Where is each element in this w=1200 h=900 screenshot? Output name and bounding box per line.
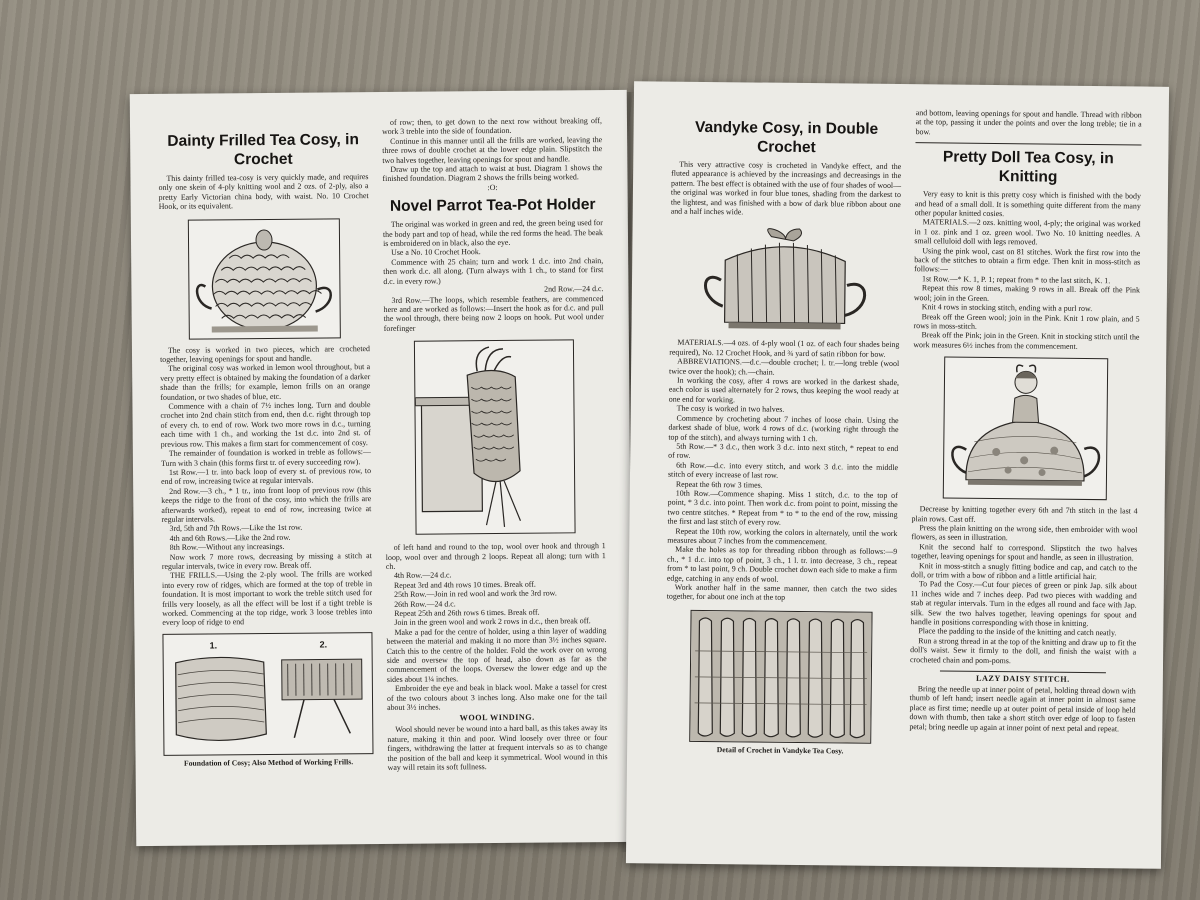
frill-method-diagram bbox=[162, 632, 373, 756]
frilled-para-1: The cosy is worked in two pieces, which are crocheted together, leaving openings for spout and handle. bbox=[160, 343, 370, 364]
parrot-body-6: Repeat 25th and 26th rows 6 times. Break off. bbox=[394, 607, 540, 618]
lazy-daisy-text: Bring the needle up at inner point of petal, holding thread down with thumb of left hand; insert needle again at inner point in almost same place as first time; needle up at outer point of petal inside of loop held down with thumb, then take a short stitch over edge of loop to fasten petal; bring needle up again at inner point of next petal and repeat. bbox=[909, 684, 1136, 733]
doll-para-10: Press the plain knitting on the wrong side, then embroider with wool flowers, as seen in illustration. bbox=[911, 523, 1138, 543]
right-page bbox=[626, 81, 1169, 869]
frilled-cosy-title: Dainty Frilled Tea Cosy, in Crochet bbox=[167, 131, 359, 169]
vandyke-para-3: Commence by crocheting about 7 inches of loose chain. Using the darkest shade of blue, work 4 rows of d.c. (working right through the top of the stitch), and always turning with 1 ch. bbox=[668, 413, 899, 443]
frilled-para-10: Now work 7 more rows, decreasing by missing a stitch at regular intervals, twice in every row. Break off. bbox=[161, 550, 372, 571]
doll-para-5: Repeat this row 8 times, making 9 rows in all. Break off the Pink wool; join in the Green. bbox=[913, 283, 1140, 303]
vandyke-para-8: Repeat the 10th row, working the colors in alternately, until the work measures about 7 inches from the commencement. bbox=[667, 526, 898, 547]
doll-cosy-drawing bbox=[944, 358, 1107, 500]
doll-para-13: To Pad the Cosy.—Cut four pieces of green or pink Jap. silk about 11 inches wide and 7 inches deep. Pad two pieces with wadding and stab at regular intervals. Turn in the edges all round and face with Jap. silk. Sew the two halves together, leaving openings for spout and handle in positions corresponding with those in knitting. bbox=[910, 579, 1137, 629]
parrot-para-3: Commence with 25 chain; turn and work 1 d.c. into 2nd chain, then work d.c. all along. (Turn always with 1 ch., to stand for first d.c. in every row.) bbox=[383, 255, 604, 286]
frill-diagram-caption: Foundation of Cosy; Also Method of Working Frills. bbox=[183, 757, 354, 768]
vandyke-teapot-drawing bbox=[694, 224, 875, 334]
vandyke-detail-caption: Detail of Crochet in Vandyke Tea Cosy. bbox=[716, 744, 844, 756]
frilled-para-7: 3rd, 5th and 7th Rows.—Like the 1st row. bbox=[169, 523, 303, 534]
vandyke-para-1: In working the cosy, after 4 rows are worked in the darkest shade, each color is used alternately for 2 rows, thus keeping the wool ready at one end for working. bbox=[668, 375, 900, 405]
doll-para-12: Knit in moss-stitch a snugly fitting bodice and cap, and catch to the doll, or trim with a bow of ribbon and a little artificial hair. bbox=[910, 560, 1138, 582]
frill-method-drawing bbox=[163, 633, 372, 755]
section-rule bbox=[915, 142, 1141, 145]
diagram-2-frills bbox=[282, 659, 363, 738]
parrot-body-7: Join in the green wool and work 2 rows in d.c., then break off. bbox=[394, 616, 591, 628]
frilled-para-3: Commence with a chain of 7½ inches long. Turn and double crochet into 2nd chain stitch from end, then d.c. right through top of every ch. to end of row. Work two more rows in d.c., turning each time with 1 ch., and working the 1st d.c. into 2nd st. of previous row. This makes a firm start for commencement of cosy. bbox=[160, 400, 371, 449]
parrot-body-3: Repeat 3rd and 4th rows 10 times. Break off. bbox=[393, 579, 536, 590]
doll-para-3: Using the pink wool, cast on 81 stitches. Work the first row into the back of the stitches to obtain a firm edge. Then knit in moss-stitch as follows:— bbox=[914, 245, 1141, 274]
parrot-holder-title: Novel Parrot Tea-Pot Holder bbox=[389, 196, 596, 216]
frilled-para-9: 8th Row.—Without any increasings. bbox=[169, 542, 285, 553]
frilled-continued-1: of row; then, to get down to the next row without breaking off, work 3 treble into the side of foundation. bbox=[382, 116, 603, 137]
left-column-2 bbox=[382, 116, 608, 772]
vandyke-para-6: Repeat the 6th row 3 times. bbox=[675, 479, 763, 490]
vandyke-para-10: Work another half in the same manner, then catch the two sides together, for about one inch at the top bbox=[666, 582, 897, 603]
vandyke-materials: MATERIALS.—4 ozs. of 4-ply wool (1 oz. of each four shades being required), No. 12 Crochet Hook, and ¾ yard of satin ribbon for bow. bbox=[669, 338, 900, 359]
vandyke-para-2: The cosy is worked in two halves. bbox=[676, 403, 785, 415]
frilled-para-11: THE FRILLS.—Using the 2-ply wool. The frills are worked into every row of ridges, which are formed at the top of treble in foundation. It is most important to work the treble stitch used for frills very loosely, as all the effect will be lost if a tight treble is worked. Commencing at the top ridge, work 3 loose trebles into every loop of ridge to end bbox=[161, 569, 373, 628]
parrot-holder-drawing bbox=[415, 340, 575, 533]
vandyke-para-9: Make the holes as top for threading ribbon through as follows:—9 ch., * 1 d.c. into top of point, 3 ch., 1 l. tr. into decrease, 3 ch., repeat from * to last point, 9 ch. Double crochet down each side to make a firm edge, catching in any ends of wool. bbox=[666, 545, 898, 584]
parrot-para-5: 3rd Row.—The loops, which resemble feathers, are commenced here and are worked as follows:—Insert the hook as for d.c. and pull the wool through, there being now 2 loops on hook. Put wool under forefinger bbox=[383, 293, 604, 333]
doll-para-4: 1st Row.—* K. 1, P. 1; repeat from * to the last stitch, K. 1. bbox=[922, 274, 1111, 286]
doll-para-14: Place the padding to the inside of the knitting and catch neatly. bbox=[918, 626, 1117, 638]
parrot-para-2: Use a No. 10 Crochet Hook. bbox=[391, 247, 481, 258]
frilled-cosy-intro: This dainty frilled tea-cosy is very quickly made, and requires only one skein of 4-ply knitting wool and 2 ozs. of 2-ply, also a pretty Early Victorian china body, with waist. No. 10 Crochet Hook, or its equivalent. bbox=[158, 172, 369, 212]
lazy-daisy-heading: LAZY DAISY STITCH. bbox=[975, 673, 1070, 684]
parrot-body-2: 4th Row.—24 d.c. bbox=[393, 570, 452, 581]
parrot-body-4: 25th Row.—Join in red wool and work the 3rd row. bbox=[394, 588, 557, 600]
doll-para-15: Run a strong thread in at the top of the knitting and draw up to fit the doll's waist. Sew it firmly to the doll, and finish the waist with a crocheted chain and pom-poms. bbox=[910, 636, 1137, 665]
doll-para-8: Break off the Pink; join in the Green. Knit in stocking stitch until the work measures 6½ inches from the commencement. bbox=[913, 330, 1140, 351]
frilled-para-5: 1st Row.—1 tr. into back loop of every st. of previous row, to end of row, increasing twice at regular intervals. bbox=[161, 465, 372, 487]
vandyke-para-5: 6th Row.—d.c. into every stitch, and work 3 d.c. into the middle stitch of every increase of last row. bbox=[667, 460, 899, 480]
frilled-continued-3: Draw up the top and attach to waist at bust. Diagram 1 shows the finished foundation. Diagram 2 shows the frills being worked. bbox=[382, 163, 603, 184]
wool-winding-heading: WOOL WINDING. bbox=[459, 713, 535, 723]
section-divider: :O: bbox=[487, 182, 498, 192]
doll-para-9: Decrease by knitting together every 6th and 7th stitch in the last 4 plain rows. Cast off. bbox=[911, 504, 1138, 524]
vandyke-crochet-detail-drawing bbox=[690, 611, 871, 743]
frilled-teapot-drawing bbox=[189, 219, 340, 338]
parrot-body-5: 26th Row.—24 d.c. bbox=[394, 598, 456, 609]
frilled-para-8: 4th and 6th Rows.—Like the 2nd row. bbox=[169, 532, 291, 543]
parrot-body-8: Make a pad for the centre of holder, using a thin layer of wadding between the material and making it no more than 3½ inches square. Catch this to the centre of the holder. Fold the work over on wrong side and oversew the top of head, also down as far as the commencement of the loops. Oversew the lower edge and up the sides about 1¼ inches. bbox=[386, 625, 607, 684]
vandyke-teapot-illustration bbox=[694, 224, 875, 334]
right-column-1 bbox=[665, 118, 902, 756]
vandyke-abbreviations: ABBREVIATIONS.—d.c.—double crochet; l. tr.—long treble (wool twice over the hook); ch.—chain. bbox=[669, 356, 900, 377]
vandyke-para-4: 5th Row.—* 3 d.c., then work 3 d.c. into next stitch, * repeat to end of row. bbox=[668, 441, 899, 461]
frilled-para-4: The remainder of foundation is worked in treble as follows:—Turn with 3 chain (this forms first tr. of every succeeding row). bbox=[160, 447, 371, 468]
doll-para-7: Break off the Green wool; join in the Pink. Knit 1 row plain, and 5 rows in moss-stitch. bbox=[913, 311, 1140, 331]
doll-para-11: Knit the second half to correspond. Slipstitch the two halves together, leaving openings for spout and handle, as seen in illustration. bbox=[911, 541, 1138, 563]
vandyke-crochet-detail bbox=[689, 610, 872, 744]
parrot-holder-illustration bbox=[414, 339, 576, 534]
left-column-1 bbox=[158, 130, 374, 768]
frilled-teapot-illustration bbox=[188, 218, 341, 339]
frilled-para-6: 2nd Row.—3 ch., * 1 tr., into front loop of previous row (this keeps the ridge to the front of the cosy, into which the frills are afterwards worked), repeat to end of row, increasing twice at regular intervals. bbox=[161, 484, 372, 524]
doll-para-1: Very easy to knit is this pretty cosy which is finished with the body and head of a small doll. It is something quite different from the many other popular knitted cosies. bbox=[914, 189, 1141, 219]
doll-para-6: Knit 4 rows in stocking stitch, ending with a purl row. bbox=[921, 302, 1093, 314]
parrot-para-1: The original was worked in green and red, the green being used for the body part and top of head, while the red forms the head. The beak is embroidered on in black, also the eye. bbox=[382, 218, 603, 249]
left-page bbox=[130, 90, 634, 846]
diagram-label-2: 2. bbox=[319, 639, 328, 650]
doll-cosy-illustration bbox=[943, 357, 1108, 501]
diagram-label-1: 1. bbox=[209, 640, 218, 651]
vandyke-intro: This very attractive cosy is crocheted in Vandyke effect, and the fluted appearance is achieved by the increasings and decreasings in the pattern. The best effect is obtained with the use of four shades of wool—the original was worked in four blue tones, shading from the darkest to the lightest, and was finished with a bow of dark blue ribbon about one and a half inches wide. bbox=[670, 159, 902, 217]
vandyke-cosy-title: Vandyke Cosy, in Double Crochet bbox=[694, 118, 879, 157]
frilled-para-2: The original cosy was worked in lemon wool throughout, but a very pretty effect is obtained by making the foundation of a darker shade than the frills; for example, lemon frills on an orange foundation, or two shades of blue, etc. bbox=[160, 362, 371, 402]
frilled-continued-2: Continue in this manner until all the frills are worked, leaving the three rows of double crochet at the lower edge plain. Slipstitch the two halves together, leaving openings for spout and handle. bbox=[382, 134, 603, 165]
vandyke-continued: and bottom, leaving openings for spout and handle. Thread with ribbon at the top, passing it under the points and over the long treble; tie in a bow. bbox=[915, 108, 1142, 137]
diagram-1-foundation bbox=[176, 657, 267, 741]
parrot-body-9: Embroider the eye and beak in black wool. Make a tassel for crest of the two colours about 3 inches long. Also make one for the tail about 3½ inches. bbox=[386, 682, 608, 712]
right-column-2 bbox=[909, 108, 1142, 733]
parrot-row-2: 2nd Row.—24 d.c. bbox=[544, 284, 604, 294]
vandyke-para-7: 10th Row.—Commence shaping. Miss 1 stitch, d.c. to the top of point, * 3 d.c. into point. Then work d.c. from point to point, missing the two centre stitches. * Repeat from * to * to the end of the row, missing the first and last stitch of every row. bbox=[667, 488, 898, 527]
wool-winding-text: Wool should never be wound into a hard ball, as this takes away its nature, making it thin and poor. Wind loosely over three or four fingers, withdrawing the latter at frequent intervals so as to change the position of the ball and keep it symmetrical. Wool wound in this way will retain its soft fullness. bbox=[387, 723, 608, 773]
parrot-body-1: of left hand and round to the top, wool over hook and through 1 loop, wool over and through 2 loops. Repeat all along; turn with 1 ch. bbox=[385, 541, 606, 571]
doll-para-2: MATERIALS.—2 ozs. knitting wool, 4-ply; the original was worked in 1 oz. pink and 1 oz. green wool. Two No. 10 knitting needles. A small celluloid doll with legs removed. bbox=[914, 217, 1141, 247]
doll-cosy-title: Pretty Doll Tea Cosy, in Knitting bbox=[942, 148, 1114, 186]
